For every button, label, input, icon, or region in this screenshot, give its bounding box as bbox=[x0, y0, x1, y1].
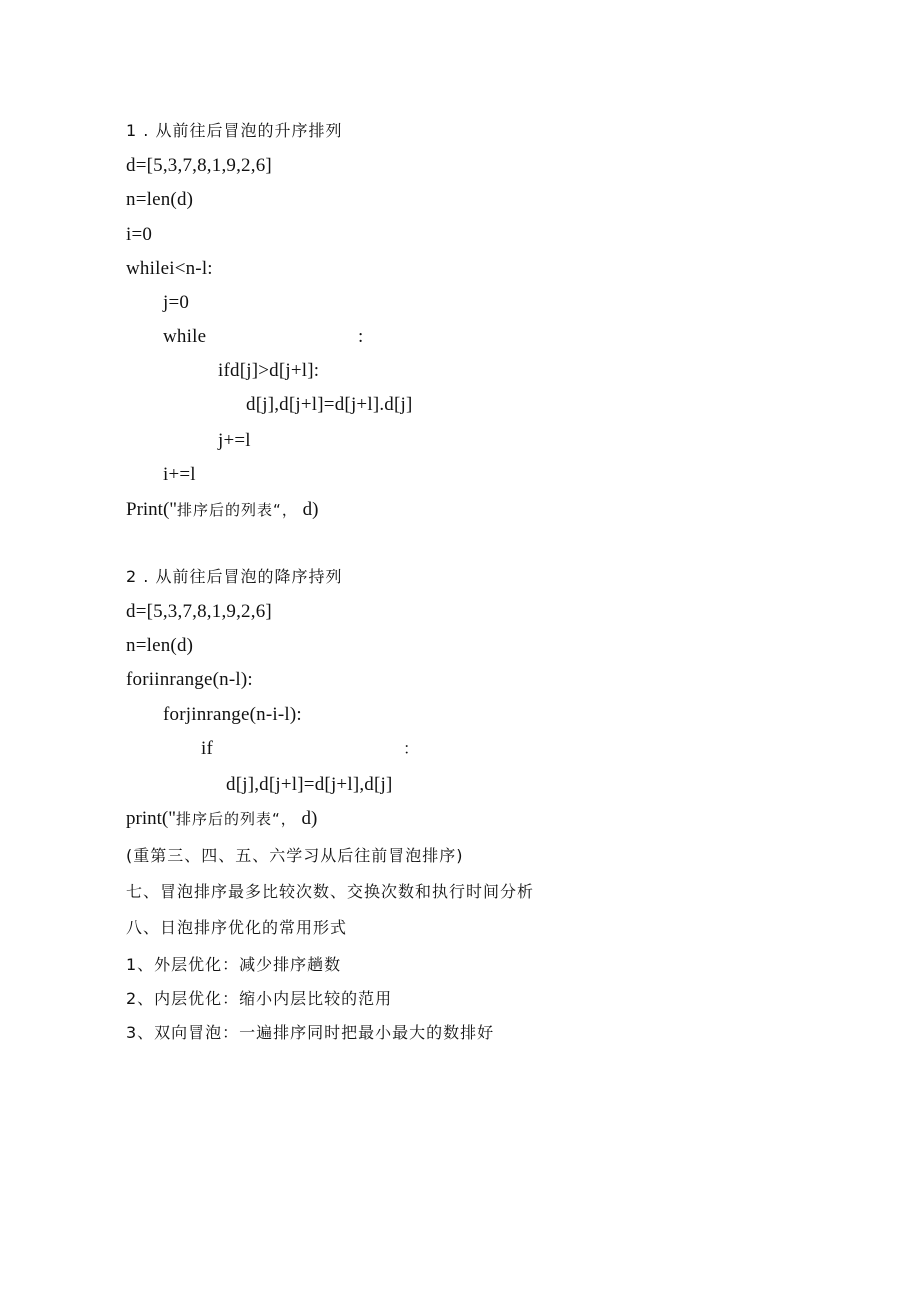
list-item-outer-optimization: 1、外层优化：减少排序趟数 bbox=[126, 955, 342, 974]
print-prefix: print(" bbox=[126, 808, 176, 829]
print-prefix: Print(" bbox=[126, 499, 178, 520]
print-text: 排序后的列表“， bbox=[175, 810, 297, 828]
code-line-j-init: j=0 bbox=[163, 292, 190, 313]
code-line-if: if bbox=[201, 738, 214, 759]
code-line-j-inc: j+=l bbox=[218, 430, 251, 451]
list-item-bidirectional: 3、双向冒泡：一遍排序同时把最小最大的数排好 bbox=[126, 1023, 495, 1042]
heading-seven: 七、冒泡排序最多比较次数、交换次数和执行时间分析 bbox=[126, 882, 535, 901]
note-exercise: (重第三、四、五、六学习从后往前冒泡排序) bbox=[126, 846, 464, 865]
code-line-while-outer: whilei<n-l: bbox=[126, 258, 213, 279]
code-line-if: ifd[j]>d[j+l]: bbox=[218, 360, 320, 381]
code-line-swap: d[j],d[j+l]=d[j+l].d[j] bbox=[246, 394, 413, 415]
code-blank-colon: : bbox=[358, 326, 364, 347]
print-text: 排序后的列表“， bbox=[177, 501, 298, 519]
code-line-for-outer: foriinrange(n-l): bbox=[126, 669, 253, 690]
code-line-len: n=len(d) bbox=[126, 635, 194, 656]
heading-eight: 八、日泡排序优化的常用形式 bbox=[126, 918, 348, 937]
code-line-for-inner: forjinrange(n-i-l): bbox=[163, 704, 302, 725]
list-item-inner-optimization: 2、内层优化：缩小内层比较的范用 bbox=[126, 989, 393, 1008]
code-line-while-inner: while bbox=[163, 326, 207, 347]
code-line-len: n=len(d) bbox=[126, 189, 194, 210]
print-suffix: d) bbox=[301, 808, 318, 829]
code-line-list: d=[5,3,7,8,1,9,2,6] bbox=[126, 155, 272, 176]
code-line-print bbox=[126, 809, 317, 828]
print-suffix: d) bbox=[302, 499, 319, 520]
section1-heading: 1 . 从前往后冒泡的升序排列 bbox=[126, 121, 343, 140]
section2-heading: 2 . 从前往后冒泡的降序持列 bbox=[126, 567, 343, 586]
code-line-i-inc: i+=l bbox=[163, 464, 196, 485]
code-line-list: d=[5,3,7,8,1,9,2,6] bbox=[126, 601, 272, 622]
code-line-print bbox=[126, 500, 318, 519]
code-line-swap: d[j],d[j+l]=d[j+l],d[j] bbox=[226, 774, 393, 795]
code-line-i-init: i=0 bbox=[126, 224, 153, 245]
code-blank-colon: ： bbox=[403, 739, 421, 758]
